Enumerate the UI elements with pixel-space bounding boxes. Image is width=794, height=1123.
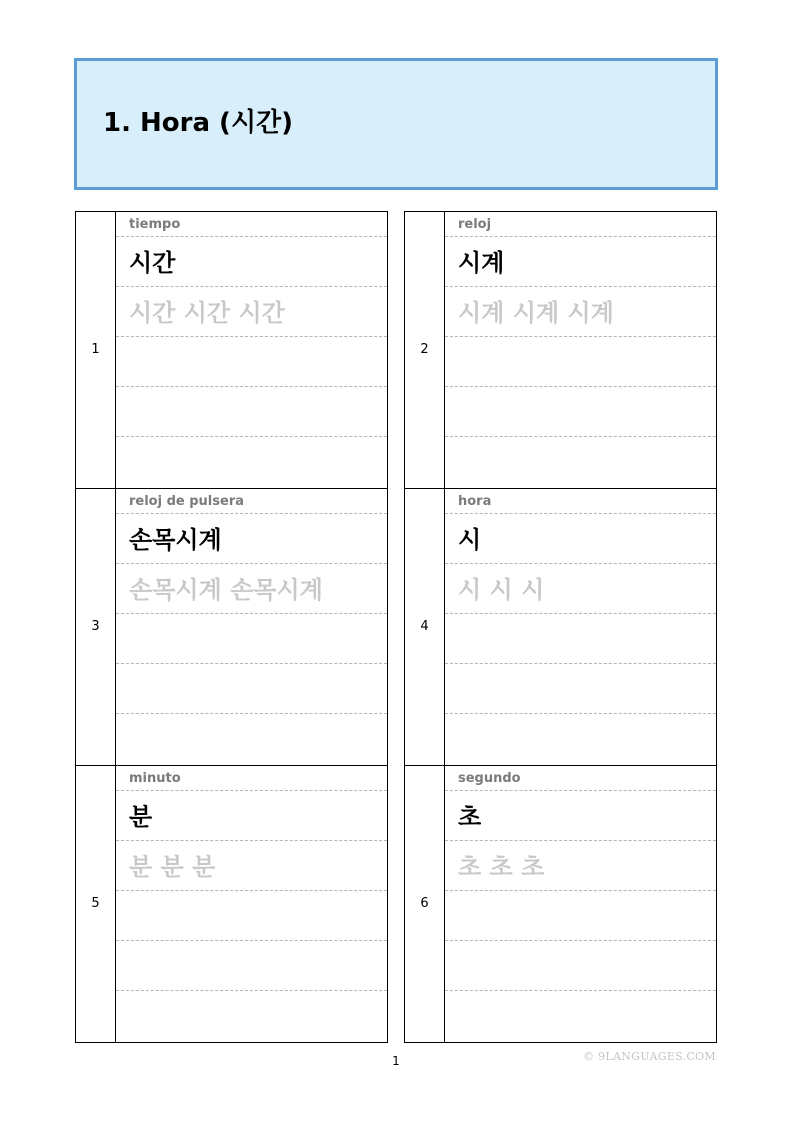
vocab-card-6 [404,765,717,1043]
copyright-notice: © 9LANGUAGES.COM [583,1050,716,1063]
card-number-column [405,766,445,1042]
vocab-card-2 [404,211,717,488]
card-number: 2 [420,342,429,357]
korean-word: 시 [458,526,482,554]
practice-line [445,941,716,991]
practice-line [445,337,716,387]
card-number: 5 [91,896,100,911]
practice-line [116,991,387,1041]
practice-line [116,891,387,941]
vocab-card-3 [75,488,388,765]
practice-line [116,614,387,664]
practice-line [116,337,387,387]
practice-line [116,664,387,714]
card-number-column [76,212,116,488]
vocab-card-1 [75,211,388,488]
korean-word: 시계 [458,249,505,277]
practice-line [116,387,387,437]
korean-word: 초 [458,803,482,831]
meaning-label: minuto [116,766,387,791]
card-number: 3 [91,619,100,634]
practice-line [445,891,716,941]
title-box [74,58,718,190]
tracing-text: 시 시 시 [458,576,545,604]
practice-line [445,664,716,714]
tracing-text: 시계 시계 시계 [458,299,614,327]
card-number: 6 [420,896,429,911]
tracing-text: 초 초 초 [458,853,545,881]
practice-line [116,437,387,487]
practice-line [445,991,716,1041]
card-number-column [405,212,445,488]
korean-word: 분 [129,803,153,831]
vocab-card-5 [75,765,388,1043]
practice-line [445,614,716,664]
meaning-label: segundo [445,766,716,791]
vocab-card-4 [404,488,717,765]
card-number-column [76,766,116,1042]
card-number: 1 [91,342,100,357]
page-number: 1 [392,1054,400,1068]
practice-line [445,437,716,487]
card-number: 4 [420,619,429,634]
practice-line [116,714,387,764]
card-number-column [405,489,445,765]
tracing-text: 분 분 분 [129,853,216,881]
meaning-label: reloj de pulsera [116,489,387,514]
practice-line [445,387,716,437]
practice-line [116,941,387,991]
page-title: 1. Hora (시간) [103,108,294,138]
korean-word: 시간 [129,249,176,277]
meaning-label: reloj [445,212,716,237]
meaning-label: hora [445,489,716,514]
card-number-column [76,489,116,765]
tracing-text: 손목시계 손목시계 [129,576,323,604]
tracing-text: 시간 시간 시간 [129,299,285,327]
practice-line [445,714,716,764]
meaning-label: tiempo [116,212,387,237]
korean-word: 손목시계 [129,526,222,554]
